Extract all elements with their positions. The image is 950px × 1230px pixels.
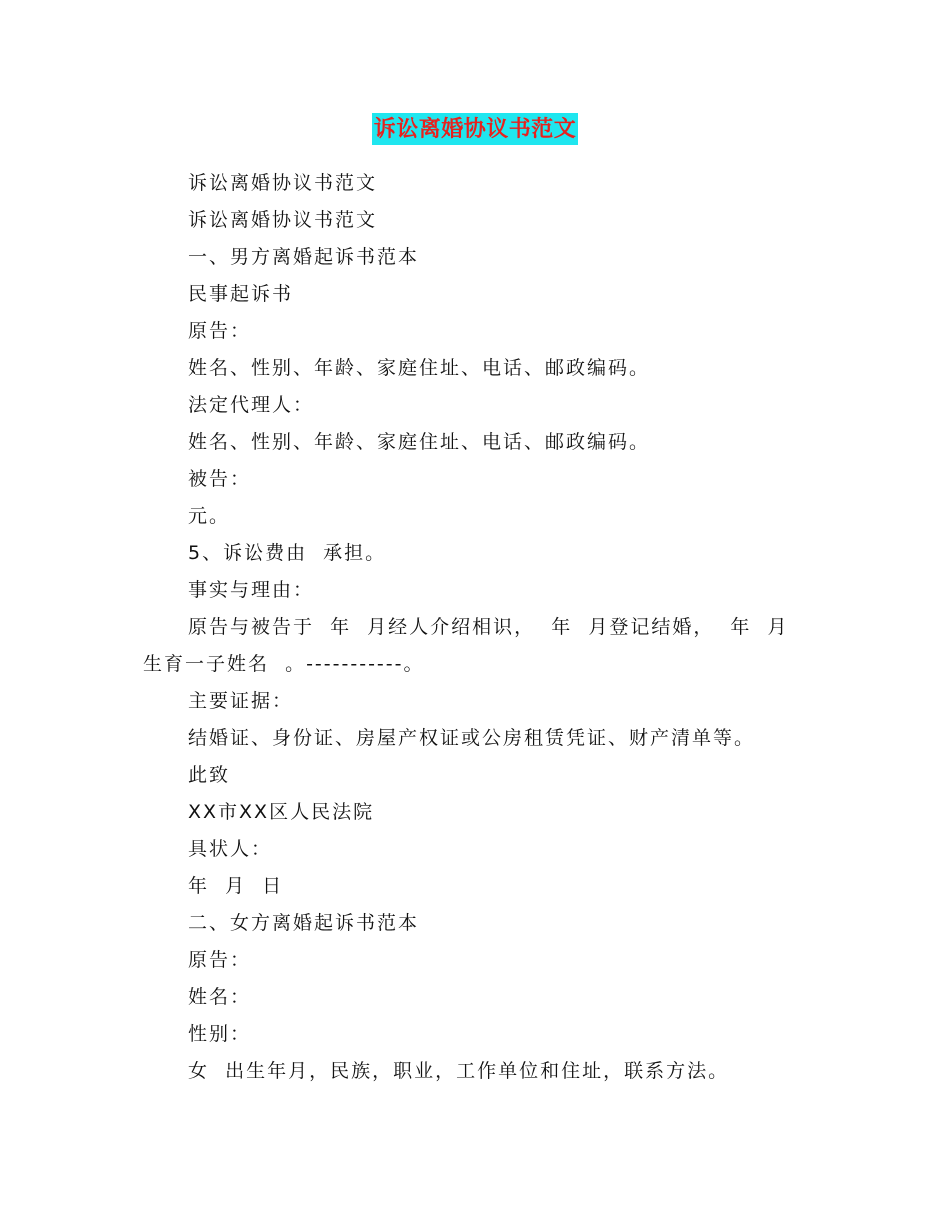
paragraph: 事实与理由： <box>188 579 315 601</box>
paragraph: 结婚证、身份证、房屋产权证或公房租赁凭证、财产清单等。 <box>188 727 756 749</box>
title-wrapper <box>0 113 950 145</box>
document-title: 诉讼离婚协议书范文 <box>372 113 579 145</box>
paragraph: 原告： <box>188 320 252 342</box>
paragraph: 具状人： <box>188 838 273 860</box>
paragraph: 法定代理人： <box>188 394 315 416</box>
paragraph: 此致 <box>188 764 231 786</box>
paragraph: 姓名： <box>188 986 252 1008</box>
paragraph: 姓名、性别、年龄、家庭住址、电话、邮政编码。 <box>188 357 651 379</box>
paragraph: 元。 <box>188 505 231 527</box>
document-body <box>143 165 803 1090</box>
paragraph: 5、诉讼费由 承担。 <box>188 542 387 564</box>
paragraph: 姓名、性别、年龄、家庭住址、电话、邮政编码。 <box>188 431 651 453</box>
paragraph: 主要证据： <box>188 690 294 712</box>
paragraph: 诉讼离婚协议书范文 <box>188 209 378 231</box>
paragraph: 被告： <box>188 468 252 490</box>
section-heading-male: 一、男方离婚起诉书范本 <box>188 246 420 268</box>
paragraph: 原告： <box>188 949 252 971</box>
section-heading-female: 二、女方离婚起诉书范本 <box>188 912 420 934</box>
paragraph: 性别： <box>188 1023 252 1045</box>
paragraph: 年 月 日 <box>188 875 284 897</box>
paragraph-facts: 原告与被告于 年 月经人介绍相识， 年 月登记结婚， 年 月生育一子姓名 。-----------。 <box>143 616 789 675</box>
paragraph: XX市XX区人民法院 <box>188 801 375 823</box>
paragraph: 诉讼离婚协议书范文 <box>188 172 378 194</box>
paragraph: 女 出生年月，民族，职业，工作单位和住址，联系方法。 <box>188 1060 730 1082</box>
paragraph: 民事起诉书 <box>188 283 294 305</box>
